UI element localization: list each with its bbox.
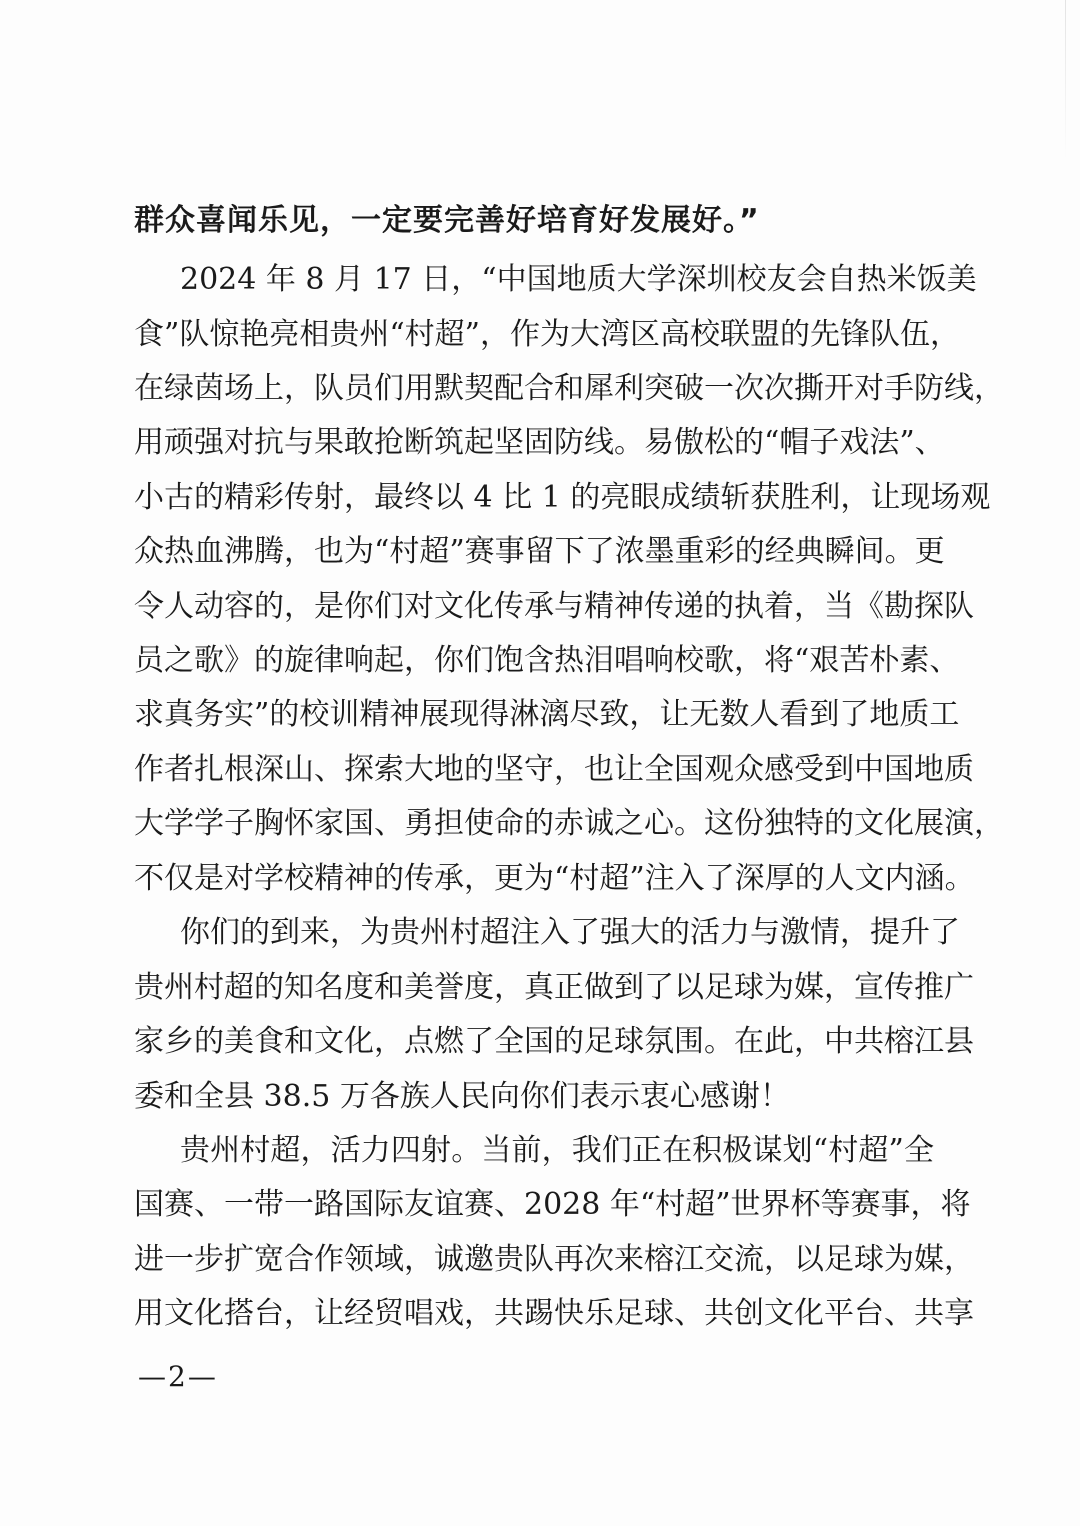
text-line-9: 员之歌》的旋律响起，你们饱含热泪唱响校歌，将“艰苦朴素、 bbox=[134, 643, 960, 678]
text-line-5: 用顽强对抗与果敢抢断筑起坚固防线。易傲松的“帽子戏法”、 bbox=[134, 425, 945, 460]
text-line-17: 委和全县 38.5 万各族人民向你们表示衷心感谢！ bbox=[134, 1079, 790, 1114]
text-line-13: 不仅是对学校精神的传承，更为“村超”注入了深厚的人文内涵。 bbox=[134, 861, 975, 896]
text-line-18: 贵州村超，活力四射。当前，我们正在积极谋划“村超”全 bbox=[180, 1133, 934, 1168]
text-line-12: 大学学子胸怀家国、勇担使命的赤诚之心。这份独特的文化展演， bbox=[134, 806, 1004, 841]
text-line-4: 在绿茵场上，队员们用默契配合和犀利突破一次次撕开对手防线， bbox=[134, 371, 1004, 406]
text-line-20: 进一步扩宽合作领域，诚邀贵队再次来榕江交流，以足球为媒， bbox=[134, 1242, 974, 1277]
text-line-10: 求真务实”的校训精神展现得淋漓尽致，让无数人看到了地质工 bbox=[134, 697, 960, 732]
text-line-21: 用文化搭台，让经贸唱戏，共踢快乐足球、共创文化平台、共享 bbox=[134, 1296, 974, 1331]
text-line-2: 2024 年 8 月 17 日，“中国地质大学深圳校友会自热米饭美 bbox=[180, 262, 977, 297]
text-line-16: 家乡的美食和文化，点燃了全国的足球氛围。在此，中共榕江县 bbox=[134, 1024, 974, 1059]
text-line-1: 群众喜闻乐见，一定要完善好培育好发展好。” bbox=[134, 203, 760, 238]
text-line-14: 你们的到来，为贵州村超注入了强大的活力与激情，提升了 bbox=[180, 915, 960, 950]
text-line-8: 令人动容的，是你们对文化传承与精神传递的执着，当《勘探队 bbox=[134, 589, 974, 624]
text-line-11: 作者扎根深山、探索大地的坚守，也让全国观众感受到中国地质 bbox=[134, 752, 974, 787]
text-line-6: 小古的精彩传射，最终以 4 比 1 的亮眼成绩斩获胜利，让现场观 bbox=[134, 480, 991, 515]
scan-edge-line bbox=[1065, 0, 1066, 160]
text-line-3: 食”队惊艳亮相贵州“村超”，作为大湾区高校联盟的先锋队伍， bbox=[134, 317, 961, 352]
text-line-19: 国赛、一带一路国际友谊赛、2028 年“村超”世界杯等赛事，将 bbox=[134, 1187, 971, 1222]
page-number: —2— bbox=[138, 1360, 218, 1393]
text-line-7: 众热血沸腾，也为“村超”赛事留下了浓墨重彩的经典瞬间。更 bbox=[134, 534, 945, 569]
text-line-15: 贵州村超的知名度和美誉度，真正做到了以足球为媒，宣传推广 bbox=[134, 970, 974, 1005]
